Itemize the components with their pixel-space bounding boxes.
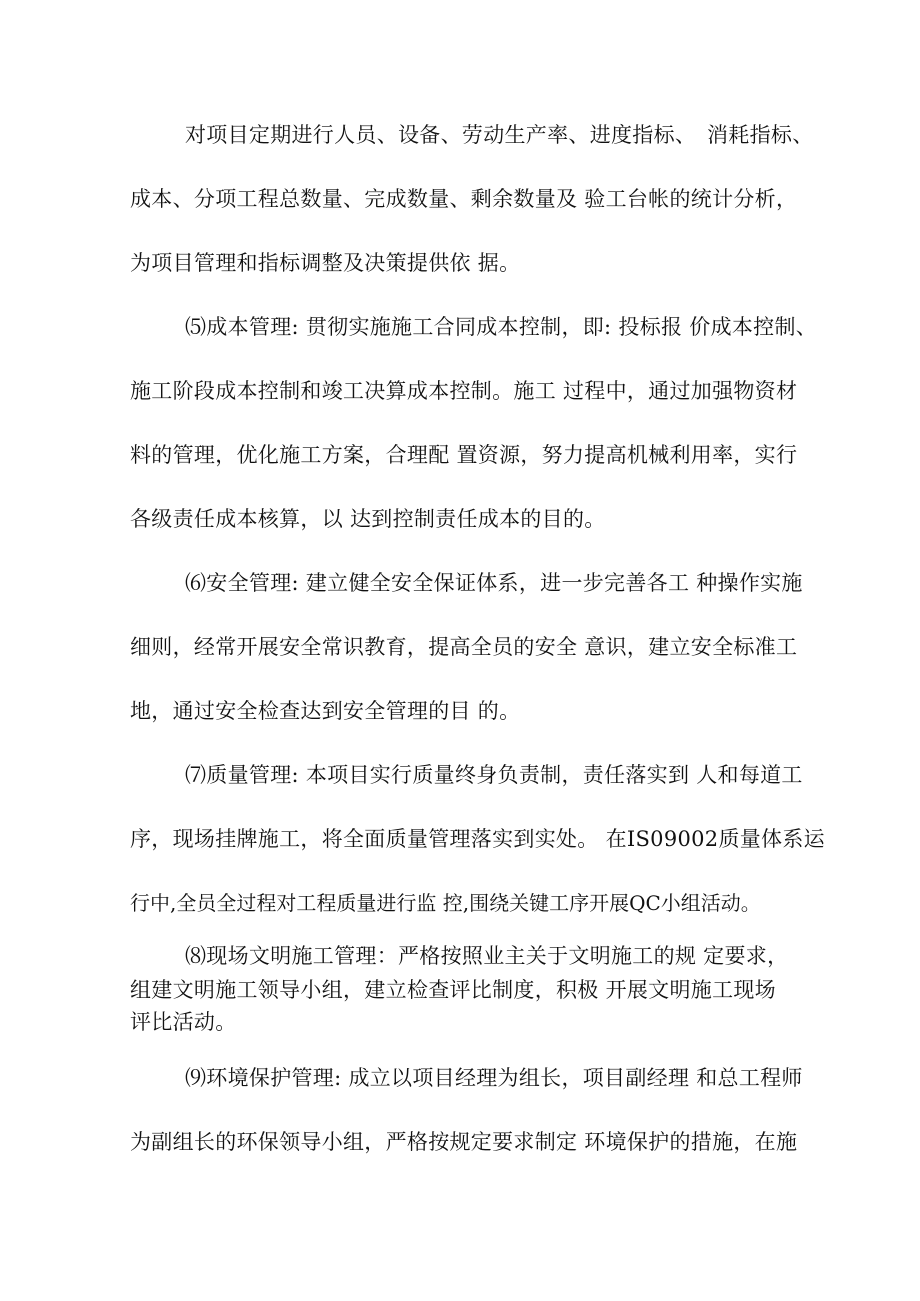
paragraph-6-line-2: 为副组长的环保领导小组，严格按规定要求制定 环境保护的措施，在施: [130, 1130, 798, 1154]
paragraph-3-line-2: 细则，经常开展安全常识教育，提高全员的安全 意识，建立安全标准工: [130, 635, 798, 659]
paragraph-3-line-3: 地，通过安全检查达到安全管理的目 的。: [130, 699, 521, 723]
paragraph-5-line-2: 组建文明施工领导小组，建立检查评比制度，积极 开展文明施工现场: [130, 978, 776, 1002]
paragraph-2-line-2: 施工阶段成本控制和竣工决算成本控制。施工 过程中，通过加强物资材: [130, 379, 798, 403]
paragraph-4-line-1: ⑺质量管理: 本项目实行质量终身负责制，责任落实到 人和每道工: [185, 763, 803, 787]
paragraph-4-line-2: 序，现场挂牌施工，将全面质量管理落实到实处。 在IS09002质量体系运: [130, 827, 825, 851]
paragraph-3-line-1: ⑹安全管理: 建立健全安全保证体系，进一步完善各工 种操作实施: [185, 571, 803, 595]
paragraph-1-line-1: 对项目定期进行人员、设备、劳动生产率、进度指标、 消耗指标、: [185, 123, 814, 147]
paragraph-5-line-1: ⑻现场文明施工管理：严格按照业主关于文明施工的规 定要求，: [185, 944, 789, 968]
paragraph-2-line-1: ⑸成本管理: 贯彻实施施工合同成本控制，即: 投标报 价成本控制、: [185, 315, 818, 339]
paragraph-1-line-3: 为项目管理和指标调整及决策提供依 据。: [130, 251, 521, 275]
paragraph-4-line-3: 行中,全员全过程对工程质量进行监 控,围绕关键工序开展QC小组活动。: [130, 891, 761, 915]
paragraph-1-line-2: 成本、分项工程总数量、完成数量、剩余数量及 验工台帐的统计分析，: [130, 187, 798, 211]
paragraph-6-line-1: ⑼环境保护管理: 成立以项目经理为组长，项目副经理 和总工程师: [185, 1066, 803, 1090]
paragraph-2-line-4: 各级责任成本核算，以 达到控制责任成本的目的。: [130, 507, 606, 531]
paragraph-2-line-3: 料的管理，优化施工方案，合理配 置资源，努力提高机械利用率，实行: [130, 443, 798, 467]
paragraph-5-line-3: 评比活动。: [130, 1010, 237, 1034]
